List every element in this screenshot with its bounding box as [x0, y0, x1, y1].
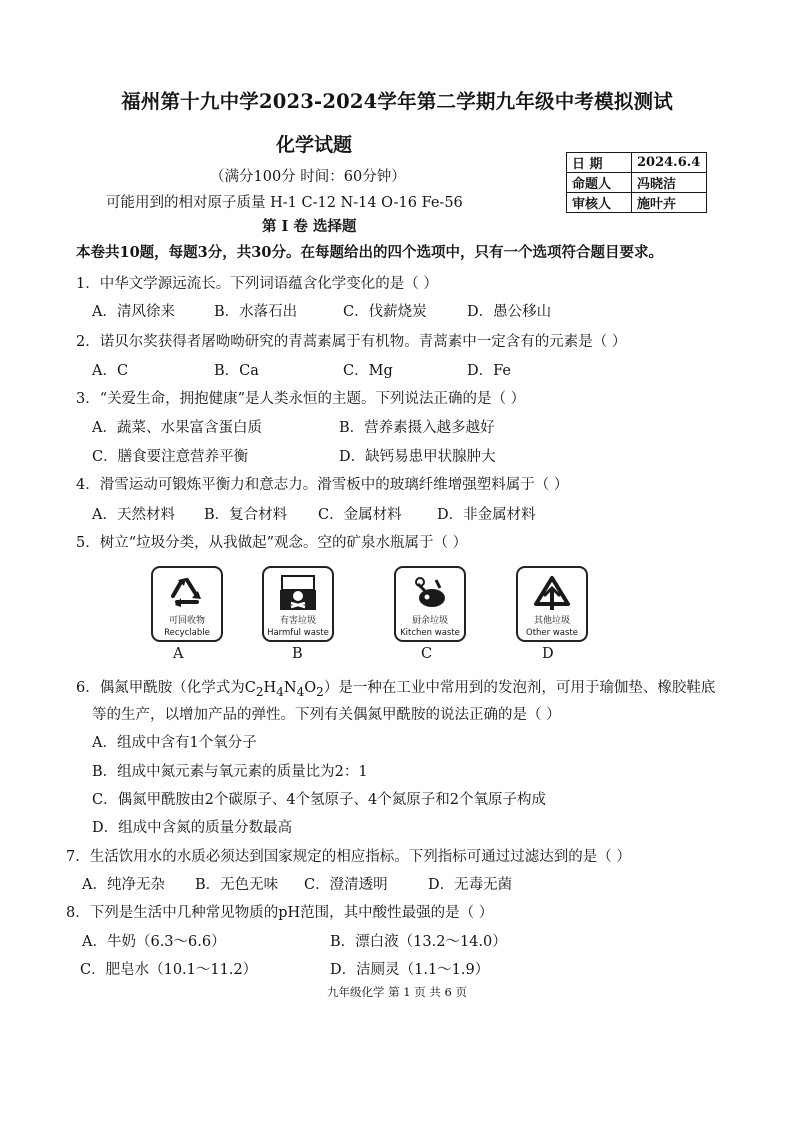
q6-stem-pre: 6．偶氮甲酰胺（化学式为 [76, 680, 245, 696]
q7-option-d: D．无毒无菌 [428, 877, 513, 893]
q2-option-a: A．C [92, 363, 129, 379]
question-2-stem: 2．诺贝尔奖获得者屠呦呦研究的青蒿素属于有机物。青蒿素中一定含有的元素是（ ） [76, 334, 627, 350]
bin-label-cn: 其他垃圾 [533, 616, 570, 626]
other-waste-icon [532, 574, 572, 612]
q8-option-c: C．肥皂水（10.1～11.2） [80, 962, 258, 978]
q3-option-a: A．蔬菜、水果富含蛋白质 [92, 420, 262, 436]
page-footer: 九年级化学 第 1 页 共 6 页 [326, 985, 468, 999]
formula-element: H [263, 680, 277, 696]
q1-option-d: D．愚公移山 [467, 304, 552, 320]
q5-option-d: D [542, 646, 554, 662]
info-key: 日 期 [567, 153, 632, 173]
q3-option-b: B．营养素摄入越多越好 [339, 420, 495, 436]
exam-score-time: （满分100分 时间：60分钟） [210, 169, 406, 185]
info-row [567, 173, 707, 193]
exam-subtitle: 化学试题 [276, 134, 353, 156]
bin-label-en: Recyclable [164, 628, 210, 638]
section-heading: 第 I 卷 选择题 [262, 218, 357, 235]
bin-harmful [262, 566, 334, 642]
q3-option-d: D．缺钙易患甲状腺肿大 [339, 449, 496, 465]
info-value: 冯晓洁 [632, 173, 707, 193]
harmful-waste-icon [278, 574, 318, 612]
q6-option-c: C．偶氮甲酰胺由2个碳原子、4个氢原子、4个氮原子和2个氧原子构成 [92, 792, 546, 808]
q8-option-d: D．洁厕灵（1.1～1.9） [330, 962, 490, 978]
q4-option-d: D．非金属材料 [437, 507, 536, 523]
question-6-stem-line2: 等的生产，以增加产品的弹性。下列有关偶氮甲酰胺的说法正确的是（ ） [92, 707, 561, 723]
q2-option-b: B．Ca [214, 363, 259, 379]
formula-subscript: 4 [276, 684, 284, 699]
formula-element: O [304, 680, 317, 696]
atomic-masses: 可能用到的相对原子质量 H-1 C-12 N-14 O-16 Fe-56 [106, 195, 463, 211]
q6-option-d: D．组成中含氮的质量分数最高 [92, 820, 293, 836]
q4-option-c: C．金属材料 [318, 507, 402, 523]
q3-option-c: C．膳食要注意营养平衡 [92, 449, 249, 465]
q7-option-b: B．无色无味 [195, 877, 279, 893]
q5-option-a: A [173, 646, 184, 662]
info-key: 命题人 [567, 173, 632, 193]
q7-option-a: A．纯净无杂 [82, 877, 165, 893]
question-5-stem: 5．树立“垃圾分类，从我做起”观念。空的矿泉水瓶属于（ ） [76, 535, 468, 551]
q1-option-b: B．水落石出 [214, 304, 298, 320]
q1-option-a: A．清风徐来 [92, 304, 175, 320]
q5-option-b: B [292, 646, 303, 662]
q5-option-c: C [421, 646, 433, 662]
q8-option-b: B．漂白液（13.2～14.0） [330, 934, 507, 950]
question-8-stem: 8．下列是生活中几种常见物质的pH范围，其中酸性最强的是（ ） [66, 905, 494, 921]
info-value: 施叶卉 [632, 193, 707, 213]
info-row [567, 153, 707, 173]
bin-kitchen [394, 566, 466, 642]
formula-subscript: 2 [316, 684, 324, 699]
info-key: 审核人 [567, 193, 632, 213]
formula-subscript: 4 [296, 684, 305, 699]
bin-label-cn: 可回收物 [168, 616, 205, 626]
q8-option-a: A．牛奶（6.3～6.6） [82, 934, 226, 950]
q6-stem-post: ）是一种在工业中常用到的发泡剂，可用于瑜伽垫、橡胶鞋底 [323, 680, 716, 696]
q2-option-d: D．Fe [467, 363, 511, 379]
q2-option-c: C．Mg [343, 363, 393, 379]
bin-label-cn: 厨余垃圾 [411, 616, 448, 626]
info-value: 2024.6.4 [632, 153, 707, 173]
question-6-stem [76, 676, 715, 699]
formula-element: N [283, 680, 297, 696]
kitchen-waste-icon [410, 574, 450, 612]
bin-recyclable [151, 566, 223, 642]
q6-option-b: B．组成中氮元素与氧元素的质量比为2：1 [92, 764, 368, 780]
q4-option-a: A．天然材料 [92, 507, 175, 523]
question-4-stem: 4．滑雪运动可锻炼平衡力和意志力。滑雪板中的玻璃纤维增强塑料属于（ ） [76, 477, 569, 493]
formula-subscript: 2 [255, 684, 264, 699]
formula-element: C [244, 680, 256, 696]
info-table [566, 152, 707, 213]
bin-label-en: Other waste [526, 628, 578, 638]
q6-option-a: A．组成中含有1个氧分子 [92, 735, 257, 751]
q4-option-b: B．复合材料 [204, 507, 288, 523]
question-3-stem: 3．“关爱生命，拥抱健康”是人类永恒的主题。下列说法正确的是（ ） [76, 391, 526, 407]
bin-other [516, 566, 588, 642]
info-row [567, 193, 707, 213]
question-7-stem: 7．生活饮用水的水质必须达到国家规定的相应指标。下列指标可通过过滤达到的是（ ） [66, 849, 631, 865]
bin-label-cn: 有害垃圾 [279, 616, 316, 626]
bin-label-en: Kitchen waste [400, 628, 460, 638]
question-1-stem: 1．中华文学源远流长。下列词语蕴含化学变化的是（ ） [76, 276, 438, 292]
bin-label-en: Harmful waste [267, 628, 329, 638]
q1-option-c: C．伐薪烧炭 [343, 304, 427, 320]
exam-title: 福州第十九中学2023-2024学年第二学期九年级中考模拟测试 [121, 90, 673, 113]
recycle-icon [167, 574, 207, 612]
q7-option-c: C．澄清透明 [304, 877, 388, 893]
chemical-formula [244, 680, 324, 699]
section-instructions: 本卷共10题，每题3分，共30分。在每题给出的四个选项中，只有一个选项符合题目要求。 [76, 244, 663, 261]
